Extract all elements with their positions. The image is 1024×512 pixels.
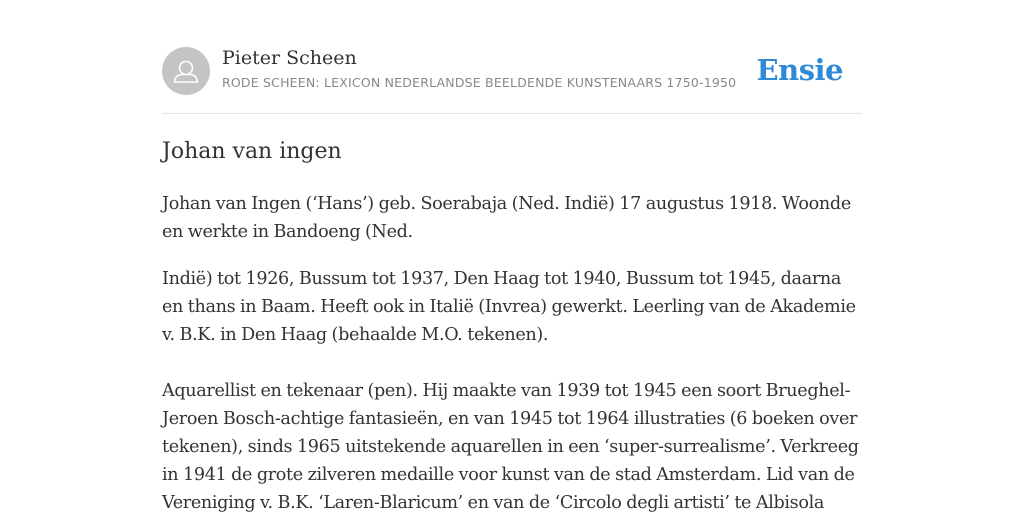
- content-container: [162, 0, 862, 512]
- author-avatar[interactable]: [162, 47, 210, 95]
- user-icon: [162, 47, 210, 95]
- author-name[interactable]: Pieter Scheen: [222, 47, 357, 69]
- source-publication[interactable]: RODE SCHEEN: LEXICON NEDERLANDSE BEELDENDE KUNSTENAARS 1750-1950: [222, 75, 737, 90]
- article-title: Johan van ingen: [162, 139, 342, 164]
- ensie-logo[interactable]: Ensie: [756, 53, 843, 87]
- article-paragraph-1: Johan van Ingen (‘Hans’) geb. Soerabaja (Ned. Indië) 17 augustus 1918. Woonde en werkte in Bandoeng (Ned.: [162, 194, 851, 242]
- author-header: [162, 0, 862, 114]
- article-paragraph-3: Aquarellist en tekenaar (pen). Hij maakte van 1939 tot 1945 een soort Brueghel-Jeroen Bosch-achtige fantasieën, en van 1945 tot 1964 illustraties (6 boeken over tekenen), sinds 1965 uitstekende aquarellen in een ‘super-surrealisme’. Verkreeg in 1941 de grote zilveren medaille voor kunst van de stad Amsterdam. Lid van de Vereniging v. B.K. ‘Laren-Blaricum’ en van de ‘Circolo degli artisti’ te Albisola: [162, 381, 859, 512]
- article-paragraph-2: Indië) tot 1926, Bussum tot 1937, Den Haag tot 1940, Bussum tot 1945, daarna en thans in Baam. Heeft ook in Italië (Invrea) gewerkt. Leerling van de Akademie v. B.K. in Den Haag (behaalde M.O. tekenen).: [162, 269, 856, 345]
